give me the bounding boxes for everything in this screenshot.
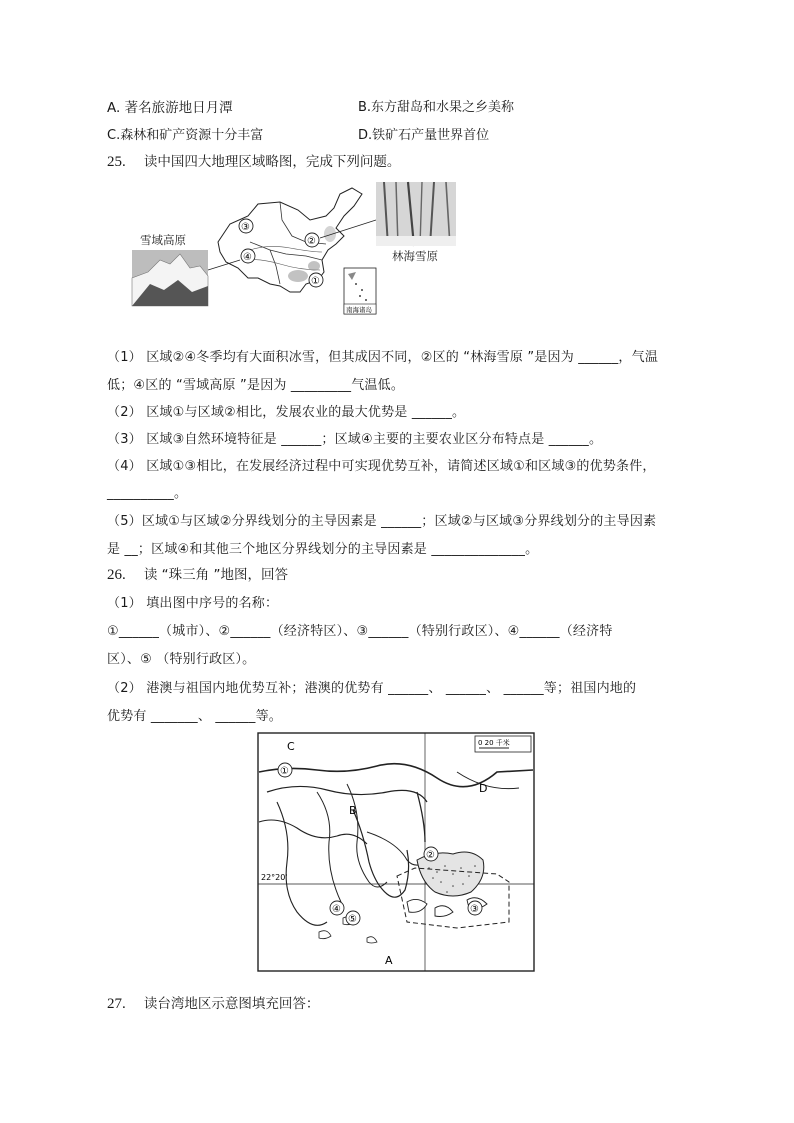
label-snow-plateau: 雪域高原 bbox=[140, 233, 186, 247]
snow-plateau-photo bbox=[132, 250, 208, 306]
region-marker-4 bbox=[241, 249, 255, 263]
q26-heading bbox=[107, 563, 288, 584]
svg-text:①: ① bbox=[311, 276, 320, 287]
q26-number: 26. bbox=[107, 567, 126, 583]
map-marker-1 bbox=[278, 763, 292, 777]
q25-sub2: （2） 区域①与区域②相比，发展农业的最大优势是 ______。 bbox=[107, 405, 466, 420]
map-marker-4 bbox=[330, 901, 344, 915]
q25-sub5-line1: （5）区域①与区域②分界线划分的主导因素是 ______；区域②与区域③分界线划分的主导因素 bbox=[107, 514, 657, 529]
svg-text:③: ③ bbox=[241, 222, 250, 233]
q25-number: 25. bbox=[107, 154, 126, 170]
q25-sub3: （3） 区域③自然环境特征是 ______；区域④主要的主要农业区分布特点是 ______。 bbox=[107, 432, 603, 447]
latitude-label: 22°20' bbox=[261, 873, 288, 882]
map-letter-b: B bbox=[349, 804, 357, 817]
q25-heading bbox=[107, 150, 400, 171]
q25-stem: 读中国四大地理区域略图，完成下列问题。 bbox=[143, 154, 401, 170]
q26-sub1-line1: ①______（城市）、②______（经济特区）、③______（特别行政区）、④______（经济特 bbox=[107, 624, 613, 639]
q26-sub1-title: （1） 填出图中序号的名称： bbox=[107, 596, 279, 611]
q26-sub2-line2: 优势有 _______、 ______等。 bbox=[107, 709, 282, 724]
q24-option-c: C.森林和矿产资源十分丰富 bbox=[107, 128, 264, 143]
label-forest-snow: 林海雪原 bbox=[392, 249, 438, 263]
map-marker-5 bbox=[346, 911, 360, 925]
forest-snow-photo bbox=[376, 182, 456, 246]
scale-bar bbox=[475, 736, 531, 752]
map-letter-c: C bbox=[287, 740, 295, 753]
q27-stem: 读台湾地区示意图填充回答： bbox=[143, 996, 320, 1012]
svg-text:0 20 千米: 0 20 千米 bbox=[478, 739, 510, 747]
q26-sub2-line1: （2） 港澳与祖国内地优势互补；港澳的优势有 ______、 ______、 ______等；祖国内地的 bbox=[107, 681, 637, 696]
q26-stem: 读 “珠三角 ”地图，回答 bbox=[143, 567, 288, 583]
q24-option-b: B.东方甜岛和水果之乡美称 bbox=[358, 100, 515, 115]
svg-text:①: ① bbox=[280, 766, 289, 777]
svg-text:②: ② bbox=[426, 850, 435, 861]
q27-heading bbox=[107, 992, 319, 1013]
region-marker-3 bbox=[239, 219, 253, 233]
map-marker-3 bbox=[468, 901, 482, 915]
svg-text:③: ③ bbox=[470, 904, 479, 915]
map-letter-a: A bbox=[385, 954, 393, 967]
china-regions-map bbox=[130, 180, 460, 320]
map-marker-2 bbox=[424, 847, 438, 861]
svg-text:南海诸岛: 南海诸岛 bbox=[346, 306, 372, 314]
q27-number: 27. bbox=[107, 996, 126, 1012]
map-letter-d: D bbox=[479, 782, 488, 795]
q25-sub1-line2: 低；④区的 “雪域高原 ”是因为 _________气温低。 bbox=[107, 378, 405, 393]
pearl-river-delta-map bbox=[257, 732, 535, 972]
svg-text:④: ④ bbox=[243, 252, 252, 263]
svg-text:④: ④ bbox=[332, 904, 341, 915]
region-marker-1 bbox=[309, 273, 323, 287]
svg-text:②: ② bbox=[307, 236, 316, 247]
q25-sub4-line1: （4） 区域①③相比，在发展经济过程中可实现优势互补，请简述区域①和区域③的优势条件， bbox=[107, 459, 656, 474]
q25-sub1-line1: （1） 区域②④冬季均有大面积冰雪，但其成因不同，②区的 “林海雪原 ”是因为 ______，气温 bbox=[107, 350, 659, 365]
q24-option-a: A. 著名旅游地日月潭 bbox=[107, 100, 233, 116]
region-marker-2 bbox=[305, 233, 319, 247]
q24-option-d: D.铁矿石产量世界首位 bbox=[358, 128, 490, 143]
q25-sub5-line2: 是 __；区域④和其他三个地区分界线划分的主导因素是 ______________。 bbox=[107, 542, 539, 557]
south-sea-inset bbox=[344, 268, 376, 314]
q26-sub1-line2: 区）、⑤ （特别行政区）。 bbox=[107, 652, 256, 667]
q25-sub4-line2: __________。 bbox=[107, 486, 188, 501]
svg-text:⑤: ⑤ bbox=[348, 914, 357, 925]
